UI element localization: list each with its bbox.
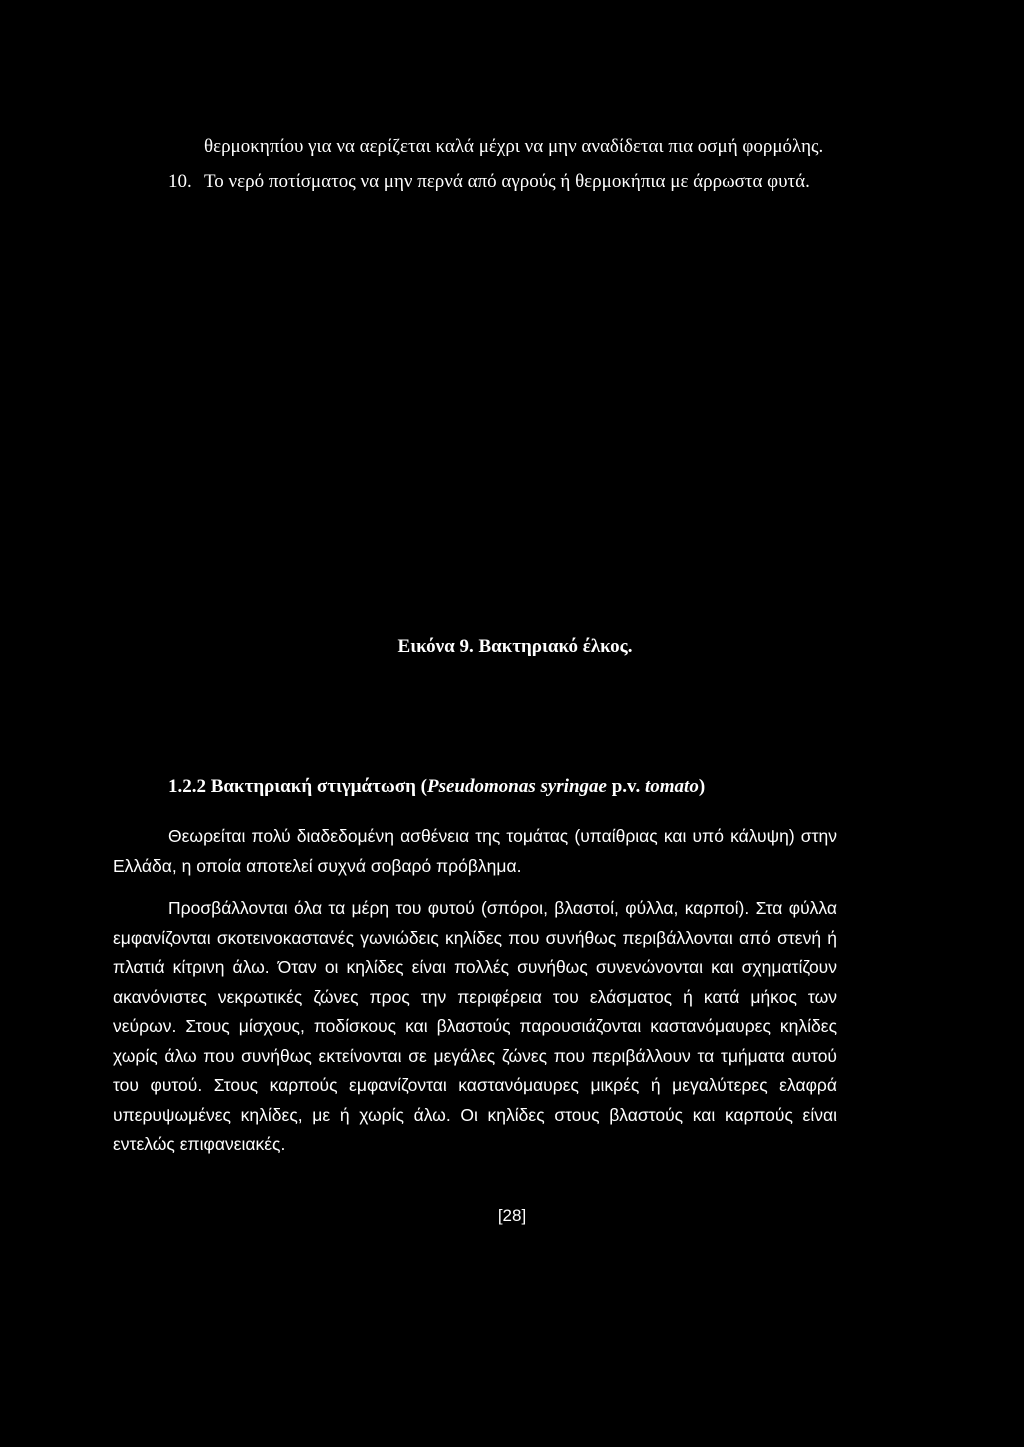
list-item-10 xyxy=(168,164,833,199)
section-title-close: ) xyxy=(698,776,706,797)
section-title: 1.2.2 Βακτηριακή στιγμάτωση ( xyxy=(168,776,427,797)
paragraph-symptoms: Προσβάλλονται όλα τα μέρη του φυτού (σπόροι, βλαστοί, φύλλα, καρποί). Στα φύλλα εμφανίζονται σκοτεινοκαστανές γωνιώδεις κηλίδες που συνήθως περιβάλλονται από στενή ή πλατιά κίτρινη άλω. Όταν οι κηλίδες είναι πολλές συνήθως συνενώνονται και σχηματίζουν ακανόνιστες νεκρωτικές ζώνες προς την περιφέρεια του ελάσματος ή κατά μήκος των νεύρων. Στους μίσχους, ποδίσκους και βλαστούς παρουσιάζονται καστανόμαυρες κηλίδες χωρίς άλω που συνήθως εκτείνονται σε μεγάλες ζώνες που περιβάλλουν τα τμήματα αυτού του φυτού. Στους καρπούς εμφανίζονται καστανόμαυρες μικρές ή μεγαλύτερες ελαφρά υπερυψωμένες κηλίδες, με ή χωρίς άλω. Οι κηλίδες στους βλαστούς και καρπούς είναι εντελώς επιφανειακές. xyxy=(113,898,837,1154)
list-item-text: θερμοκηπίου για να αερίζεται καλά μέχρι να μην αναδίδεται πια οσμή φορμόλης. xyxy=(204,136,824,157)
list-item-number: 10. xyxy=(168,171,192,192)
species-name: Pseudomonas syringae xyxy=(426,776,607,797)
numbered-list xyxy=(168,129,833,199)
pathovar-label: p.v. xyxy=(606,776,645,797)
section-heading xyxy=(168,776,838,798)
list-item-text: Το νερό ποτίσματος να μην περνά από αγρούς ή θερμοκήπια με άρρωστα φυτά. xyxy=(204,171,810,192)
list-item-continuation xyxy=(168,129,833,164)
page-number: [28] xyxy=(497,1206,527,1225)
host-name: tomato xyxy=(645,776,699,797)
figure-caption: Εικόνα 9. Βακτηριακό έλκος. xyxy=(397,636,633,657)
paragraph-intro: Θεωρείται πολύ διαδεδομένη ασθένεια της τομάτας (υπαίθριας και υπό κάλυψη) στην Ελλάδα, η οποία αποτελεί συχνά σοβαρό πρόβλημα. xyxy=(113,826,837,876)
